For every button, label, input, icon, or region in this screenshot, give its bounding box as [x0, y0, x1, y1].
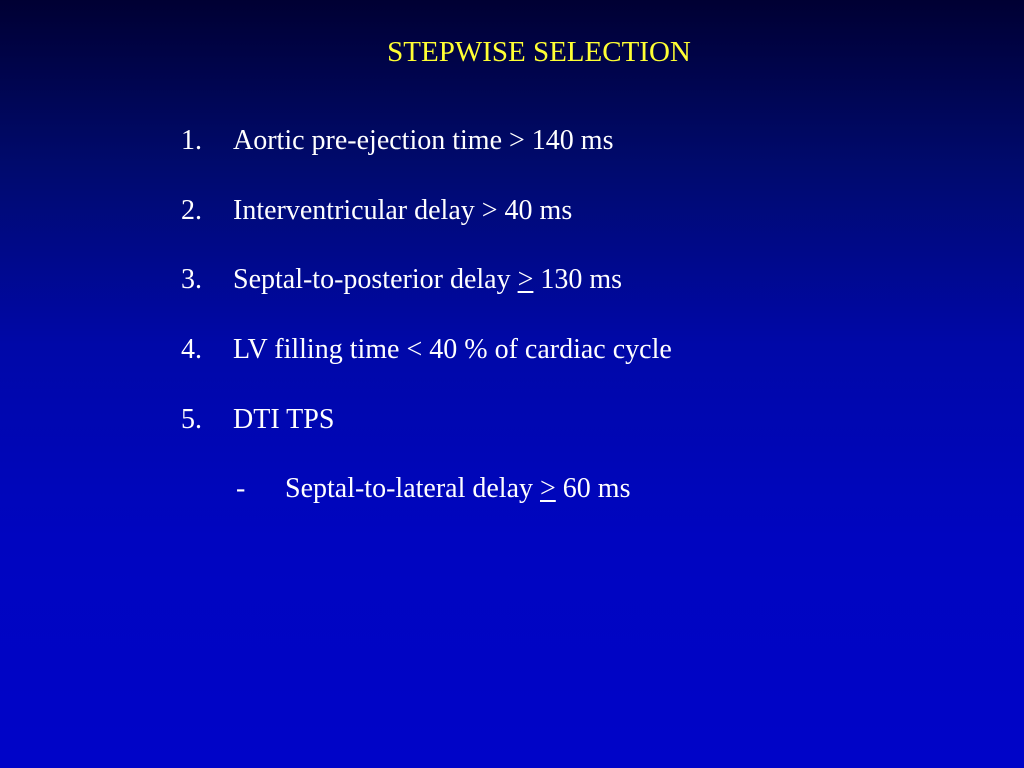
dash-bullet: -: [236, 473, 246, 504]
list-item-number: 4.: [181, 334, 202, 365]
list-item-text-after: 130 ms: [533, 264, 623, 295]
sub-list-item-text: [285, 469, 630, 509]
greater-equal-symbol: >: [540, 473, 556, 504]
list-item-text: Interventricular delay > 40 ms: [233, 195, 573, 226]
list-item-text: [233, 260, 622, 300]
list-item-text: Aortic pre-ejection time > 140 ms: [233, 125, 614, 156]
list-item-number: 3.: [181, 264, 202, 295]
list-item-number: 2.: [181, 195, 202, 226]
sub-list-item-text-after: 60 ms: [555, 473, 631, 504]
list-item-number: 1.: [181, 125, 202, 156]
list-item-text-before: Septal-to-posterior delay: [233, 264, 518, 295]
slide-title: STEPWISE SELECTION: [387, 36, 691, 68]
list-item-text: LV filling time < 40 % of cardiac cycle: [233, 334, 672, 365]
greater-equal-symbol: >: [517, 264, 534, 295]
list-item-text: DTI TPS: [233, 404, 335, 435]
list-item-number: 5.: [181, 404, 202, 435]
sub-list-item-text-before: Septal-to-lateral delay: [285, 473, 540, 504]
